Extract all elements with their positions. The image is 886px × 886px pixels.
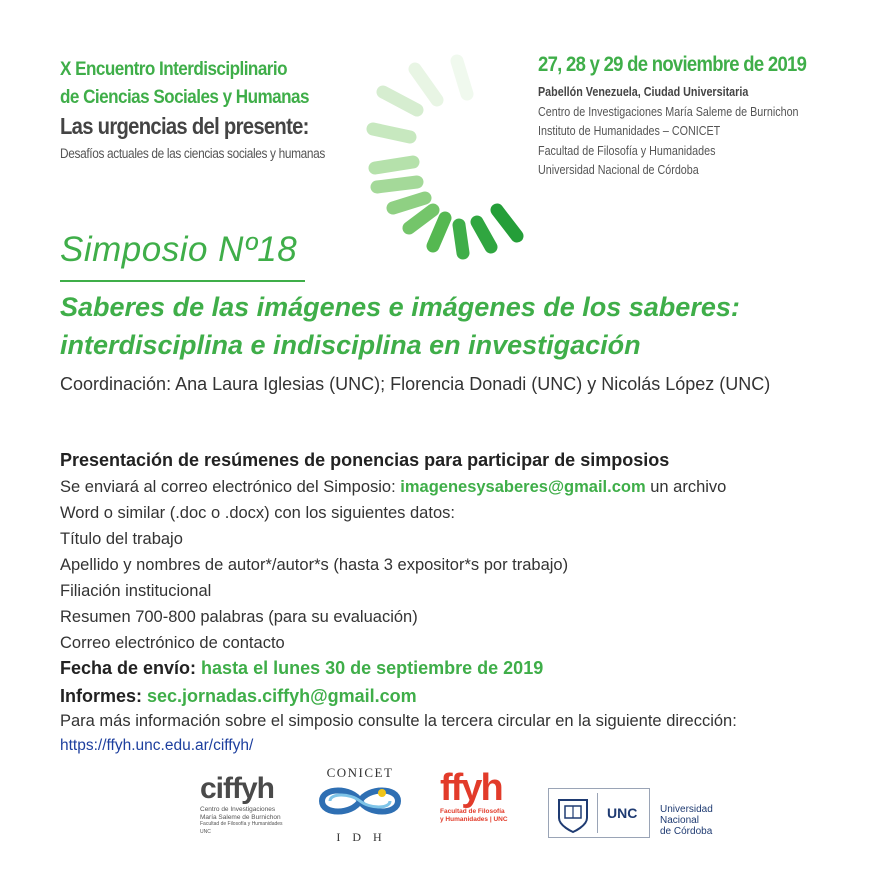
ffyh-logo: [440, 768, 530, 823]
more-info-text: Para más información sobre el simposio consulte la tercera circular en la siguiente dirección:: [60, 712, 737, 730]
ciffyh-logo-line: Facultad de Filosofía y Humanidades UNC: [200, 821, 283, 835]
event-title-line2: de Ciencias Sociales y Humanas: [60, 87, 309, 108]
informes-email-link[interactable]: sec.jornadas.ciffyh@gmail.com: [147, 686, 417, 706]
submission-intro: [60, 474, 850, 500]
deadline-label: Fecha de envío:: [60, 658, 202, 678]
ciffyh-logo-line: María Saleme de Burnichon: [200, 813, 281, 821]
deadline-value: hasta el lunes 30 de septiembre de 2019: [201, 658, 544, 678]
simposio-title-line2: interdisciplina e indisciplina en investigación: [60, 330, 641, 360]
unc-name: [660, 804, 713, 837]
simposio-divider: [60, 280, 305, 282]
ciffyh-logo-line: Centro de Investigaciones: [200, 806, 276, 813]
informes: [60, 686, 417, 707]
deadline: [60, 658, 543, 679]
unc-logo: [548, 788, 650, 838]
event-theme: Las urgencias del presente:: [60, 113, 309, 139]
submission-body: [60, 474, 850, 656]
venue-line: Centro de Investigaciones María Saleme de Burnichon: [538, 104, 799, 119]
requirement-item: Resumen 700-800 palabras (para su evaluación): [60, 608, 418, 626]
unc-divider: [597, 793, 598, 833]
intro-text: Se enviará al correo electrónico del Simposio:: [60, 478, 401, 496]
loading-arc-graphic: [355, 50, 555, 290]
unc-name-line: Universidad: [660, 804, 713, 815]
unc-crest-icon: [555, 794, 591, 834]
venue-line: Pabellón Venezuela, Ciudad Universitaria: [538, 85, 749, 99]
ffyh-logo-line: Facultad de Filosofía: [440, 808, 505, 815]
venue-line: Facultad de Filosofía y Humanidades: [538, 143, 716, 158]
idh-logo-word: IDH: [336, 830, 394, 844]
ffyh-logo-word: ffyh: [440, 767, 502, 809]
coordination: Coordinación: Ana Laura Iglesias (UNC); Florencia Donadi (UNC) y Nicolás López (UNC): [60, 374, 771, 394]
unc-name-line: de Córdoba: [660, 826, 713, 837]
requirement-item: Título del trabajo: [60, 530, 183, 548]
conicet-logo: [310, 765, 410, 845]
ciffyh-url-link[interactable]: https://ffyh.unc.edu.ar/ciffyh/: [60, 737, 254, 754]
ciffyh-logo-word: ciffyh: [200, 772, 275, 805]
requirement-item: Correo electrónico de contacto: [60, 634, 285, 652]
ciffyh-logo: [200, 772, 290, 836]
unc-abbr: UNC: [607, 805, 638, 821]
submission-heading: Presentación de resúmenes de ponencias para participar de simposios: [60, 450, 670, 470]
event-title: [60, 56, 348, 112]
simposio-email-link[interactable]: imagenesysaberes@gmail.com: [400, 478, 646, 496]
requirement-item: Filiación institucional: [60, 582, 212, 600]
requirement-item: Apellido y nombres de autor*/autor*s (hasta 3 expositor*s por trabajo): [60, 556, 569, 574]
venue-line: Instituto de Humanidades – CONICET: [538, 124, 721, 138]
simposio-number: Simposio Nº18: [60, 230, 298, 269]
venue-line: Universidad Nacional de Córdoba: [538, 163, 699, 177]
venue-block: [538, 83, 799, 181]
conicet-logo-word: CONICET: [326, 765, 394, 780]
unc-name-line: Nacional: [660, 815, 699, 826]
infinity-icon: [312, 781, 408, 821]
ffyh-logo-line: y Humanidades | UNC: [440, 815, 508, 823]
simposio-title: [60, 288, 850, 364]
event-subtitle: Desafíos actuales de las ciencias sociales y humanas: [60, 146, 325, 161]
submission-intro-line2: Word o similar (.doc o .docx) con los siguientes datos:: [60, 504, 455, 522]
event-dates: 27, 28 y 29 de noviembre de 2019: [538, 53, 807, 76]
event-title-line1: X Encuentro Interdisciplinario: [60, 59, 288, 80]
informes-label: Informes:: [60, 686, 148, 706]
simposio-title-line1: Saberes de las imágenes e imágenes de los saberes:: [60, 292, 740, 322]
intro-text-after: un archivo: [645, 478, 727, 496]
